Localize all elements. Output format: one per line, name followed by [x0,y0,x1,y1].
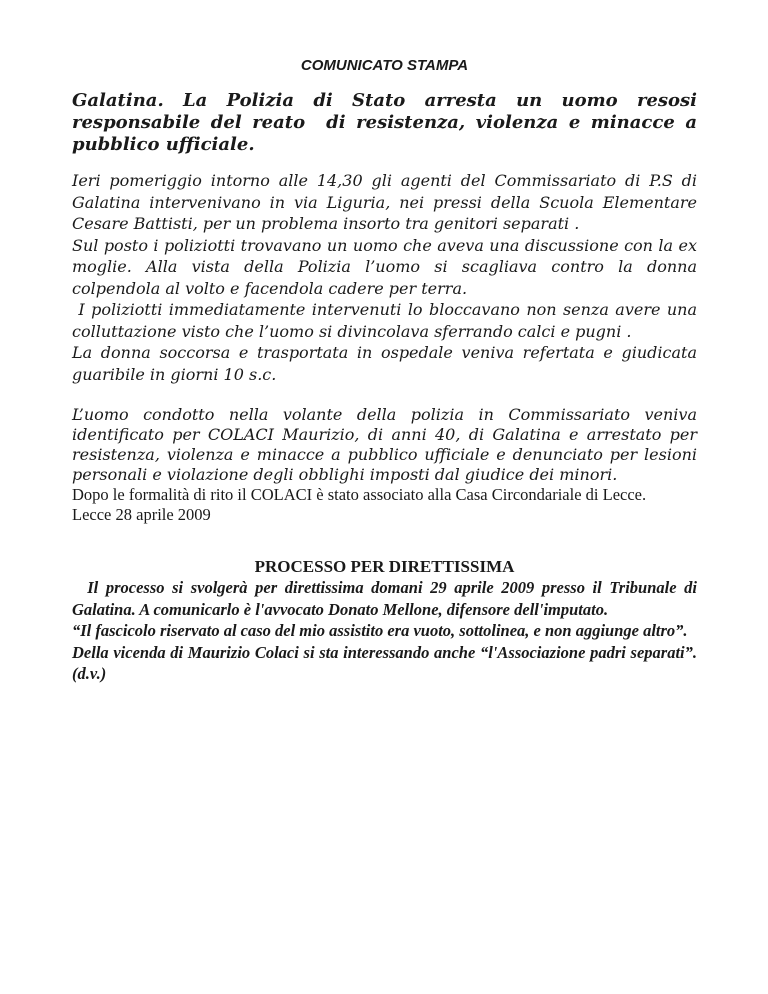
body-paragraph: La donna soccorsa e trasportata in ospedale veniva refertata e giudicata guaribile in giorni 10 s.c. [72,343,703,384]
section2-paragraph: Il processo si svolgerà per direttissima domani 29 aprile 2009 presso il Tribunale di Galatina. A comunicarlo è l'avvocato Donato Mellone, difensore dell'imputato. [72,578,702,619]
body-paragraph: Sul posto i poliziotti trovavano un uomo che aveva una discussione con la ex moglie. Alla vista della Polizia l’uomo si scagliava contro la donna colpendola al volto e facendola cadere per terra. [72,235,703,298]
dateline: Lecce 28 aprile 2009 [72,504,211,524]
headline: Galatina. La Polizia di Stato arresta un uomo resosi responsabile del reato di resistenza, violenza e minacce a pubblico ufficiale. [72,90,704,155]
body-paragraph: Ieri pomeriggio intorno alle 14,30 gli agenti del Commissariato di P.S di Galatina intervenivano in via Liguria, nei pressi della Scuola Elementare Cesare Battisti, per un problema insorto tra genitori separati . [72,171,703,233]
section-heading-processo: PROCESSO PER DIRETTISSIMA [254,557,515,576]
press-release-kicker: COMUNICATO STAMPA [300,57,469,74]
body-paragraph: I poliziotti immediatamente intervenuti lo bloccavano non senza avere una colluttazione visto che l’uomo si divincolava sferrando calci e pugni . [72,300,703,341]
section2-paragraph: Della vicenda di Maurizio Colaci si sta interessando anche “l'Associazione padri separati”.(d.v.) [72,642,697,683]
arrest-paragraph: L’uomo condotto nella volante della polizia in Commissariato veniva identificato per COLACI Maurizio, di anni 40, di Galatina e arrestato per resistenza, violenza e minacce a pubblico ufficiale e denunciato per lesioni personali e violazione degli obblighi imposti dal giudice dei minori. [72,405,703,484]
formalities-paragraph: Dopo le formalità di rito il COLACI è stato associato alla Casa Circondariale di Lecce. [72,485,647,504]
section2-paragraph: “Il fascicolo riservato al caso del mio assistito era vuoto, sottolinea, e non aggiunge altro”. [72,621,688,640]
